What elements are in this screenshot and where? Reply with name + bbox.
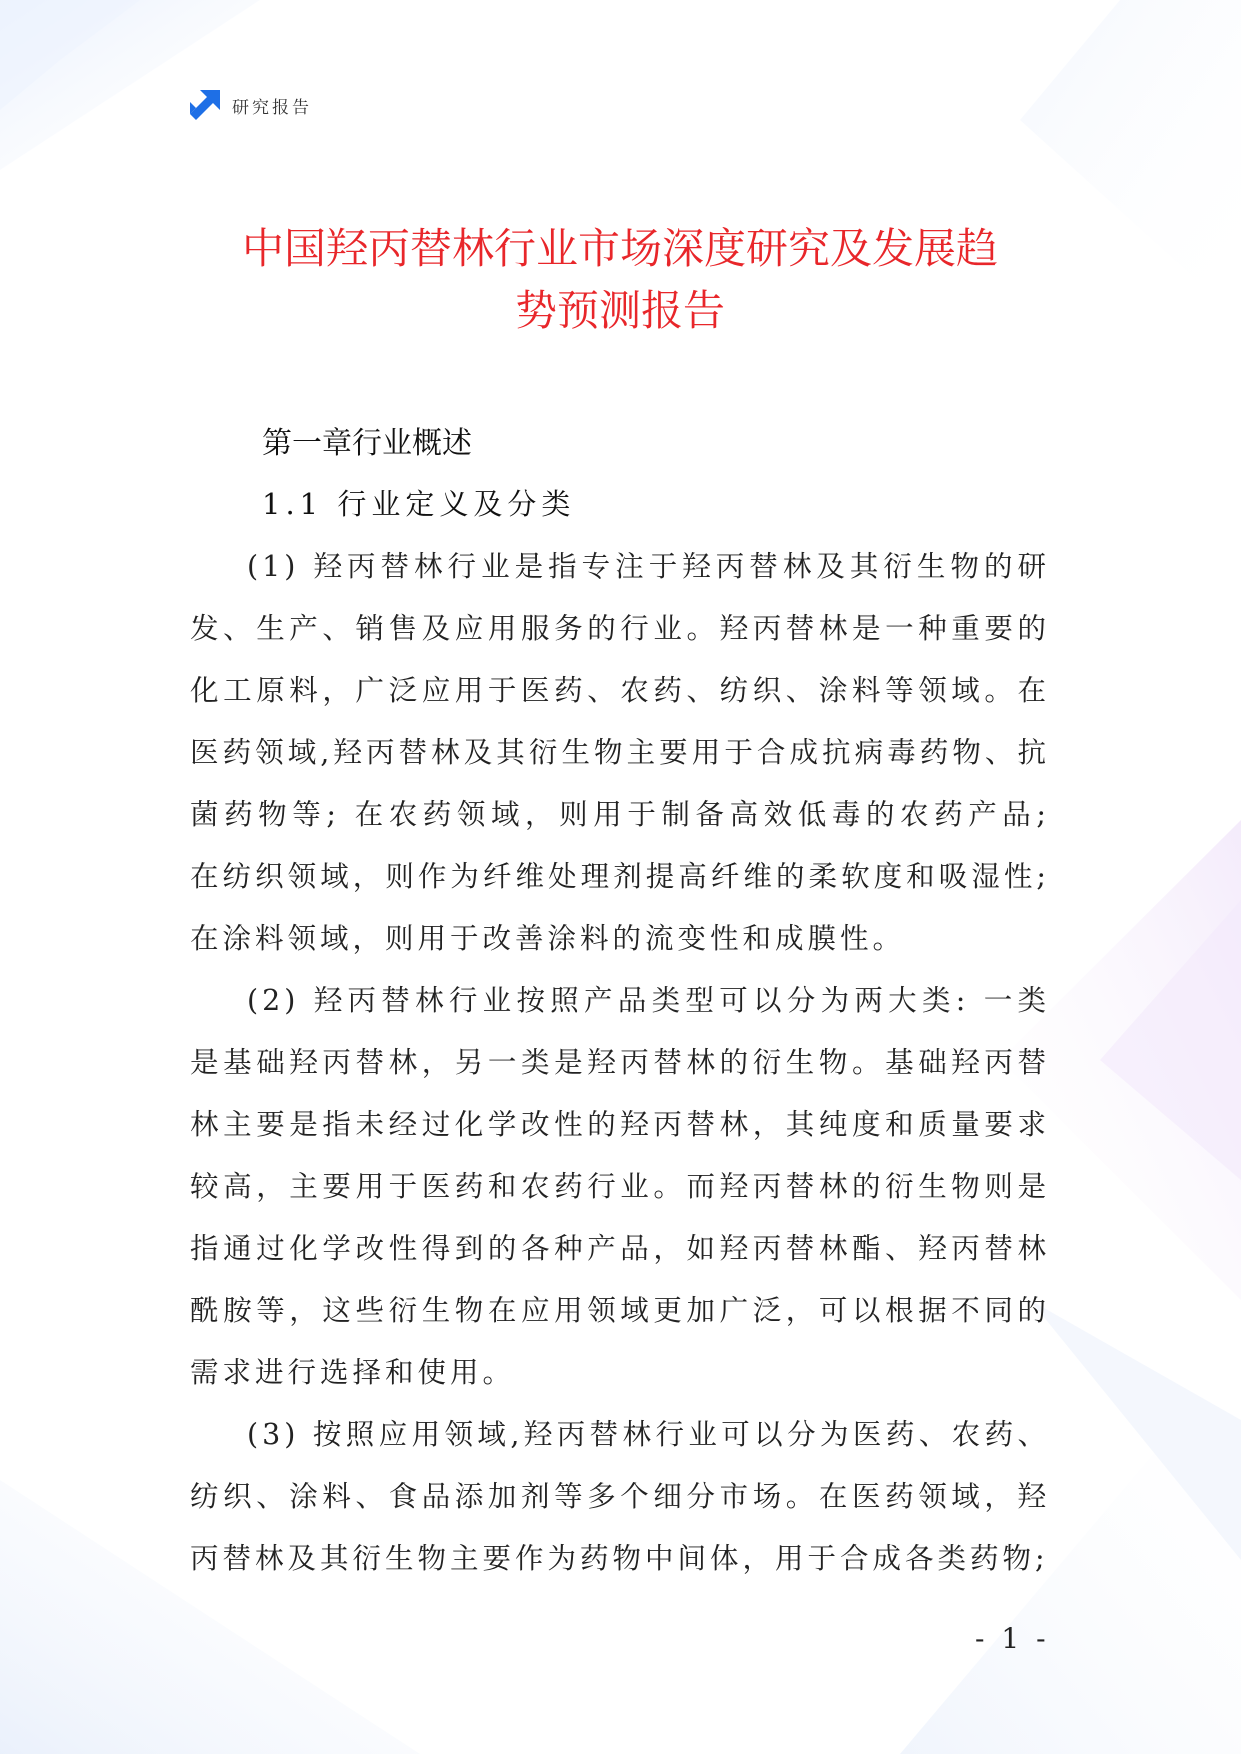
header-label: 研究报告 xyxy=(232,97,312,118)
report-header xyxy=(188,88,312,122)
title-line-1: 中国羟丙替林行业市场深度研究及发展趋 xyxy=(241,224,998,273)
arrow-up-right-icon xyxy=(188,88,222,122)
chapter-heading: 第一章行业概述 xyxy=(262,426,472,461)
section-heading: 1.1 行业定义及分类 xyxy=(262,487,576,521)
body-text xyxy=(190,536,1050,1590)
page-number: - 1 - xyxy=(975,1622,1050,1655)
paragraph: (3) 按照应用领域,羟丙替林行业可以分为医药、农药、纺织、涂料、食品添加剂等多个细分市场。在医药领域，羟丙替林及其衍生物主要作为药物中间体，用于合成各类药物; xyxy=(190,1418,1050,1575)
title-line-2: 势预测报告 xyxy=(514,286,725,335)
paragraph: (2) 羟丙替林行业按照产品类型可以分为两大类: 一类是基础羟丙替林，另一类是羟丙替林的衍生物。基础羟丙替林主要是指未经过化学改性的羟丙替林，其纯度和质量要求较高，主要用于医药和农药行业。而羟丙替林的衍生物则是指通过化学改性得到的各种产品，如羟丙替林酯、羟丙替林酰胺等，这些衍生物在应用领域更加广泛，可以根据不同的需求进行选择和使用。 xyxy=(190,984,1050,1389)
report-title xyxy=(190,218,1050,342)
paragraph: (1) 羟丙替林行业是指专注于羟丙替林及其衍生物的研发、生产、销售及应用服务的行业。羟丙替林是一种重要的化工原料，广泛应用于医药、农药、纺织、涂料等领域。在医药领域,羟丙替林及其衍生物主要用于合成抗病毒药物、抗菌药物等; 在农药领域，则用于制备高效低毒的农药产品; 在纺织领域，则作为纤维处理剂提高纤维的柔软度和吸湿性; 在涂料领域，则用于改善涂料的流变性和成膜性。 xyxy=(190,550,1050,955)
